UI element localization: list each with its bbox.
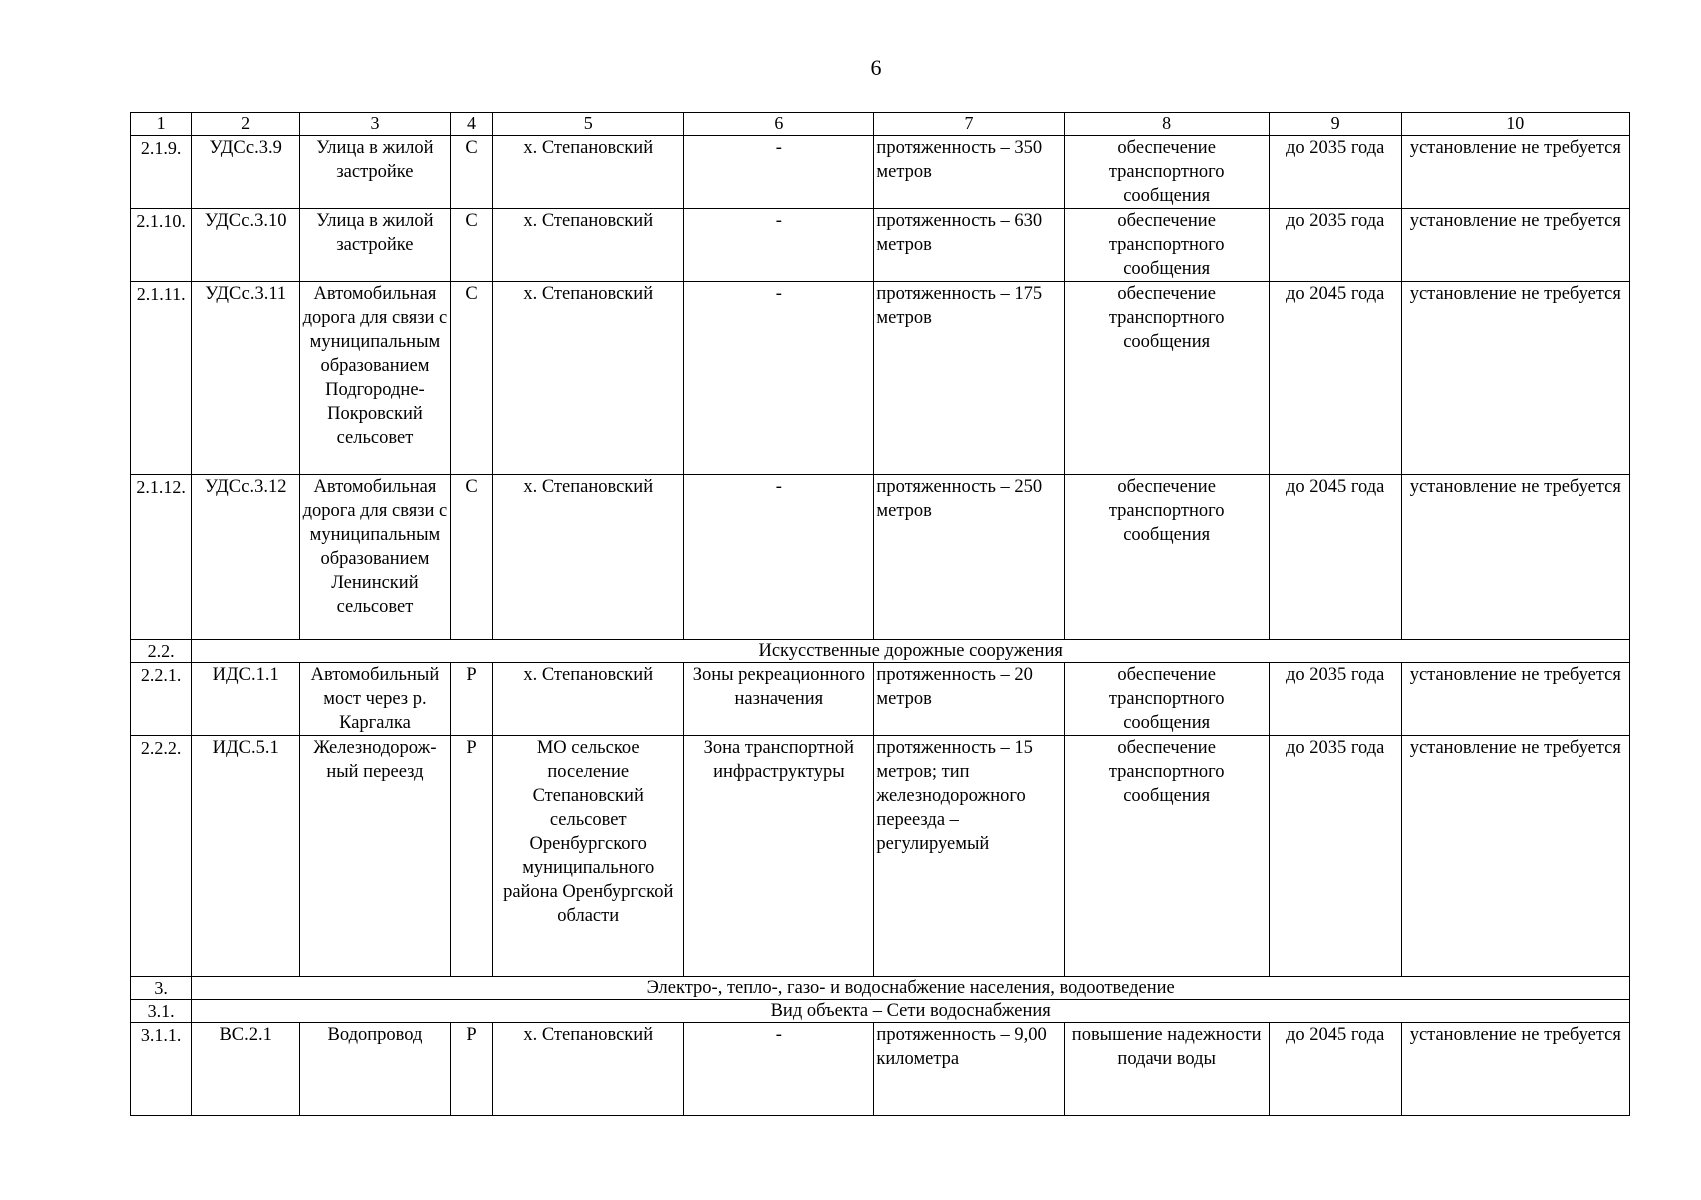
section-row <box>131 640 1630 663</box>
column-header: 1 <box>131 113 192 136</box>
row-number: 2.1.10. <box>131 209 192 282</box>
object-status: С <box>450 136 492 209</box>
table-row <box>131 475 1630 640</box>
row-number: 2.1.12. <box>131 475 192 640</box>
functional-zone: Зоны рекреационного назначения <box>684 663 874 736</box>
protection-zone: установление не требуется <box>1401 1023 1629 1116</box>
object-name: Автомобильный мост через р. Каргалка <box>300 663 451 736</box>
functional-zone: - <box>684 475 874 640</box>
column-header: 8 <box>1064 113 1269 136</box>
object-code: ИДС.5.1 <box>192 736 300 977</box>
row-number: 3.1.1. <box>131 1023 192 1116</box>
protection-zone: установление не требуется <box>1401 136 1629 209</box>
object-location: х. Степановский <box>493 209 684 282</box>
object-characteristics: протяженность – 9,00 километра <box>874 1023 1064 1116</box>
functional-zone: - <box>684 1023 874 1116</box>
protection-zone: установление не требуется <box>1401 209 1629 282</box>
object-code: УДСс.3.9 <box>192 136 300 209</box>
object-code: УДСс.3.10 <box>192 209 300 282</box>
object-status: Р <box>450 1023 492 1116</box>
object-status: С <box>450 282 492 475</box>
object-purpose: обеспечение транспортного сообщения <box>1064 736 1269 977</box>
column-header: 4 <box>450 113 492 136</box>
object-location: х. Степановский <box>493 475 684 640</box>
protection-zone: установление не требуется <box>1401 663 1629 736</box>
implementation-deadline: до 2045 года <box>1269 475 1401 640</box>
object-characteristics: протяженность – 175 метров <box>874 282 1064 475</box>
object-status: С <box>450 209 492 282</box>
table-row <box>131 282 1630 475</box>
object-location: х. Степановский <box>493 282 684 475</box>
object-characteristics: протяженность – 630 метров <box>874 209 1064 282</box>
object-purpose: обеспечение транспортного сообщения <box>1064 663 1269 736</box>
object-name: Автомобильная дорога для связи с муниципальным образованием Ленинский сельсовет <box>300 475 451 640</box>
object-characteristics: протяженность – 20 метров <box>874 663 1064 736</box>
object-characteristics: протяженность – 15 метров; тип железнодорожного переезда – регулируемый <box>874 736 1064 977</box>
object-status: Р <box>450 736 492 977</box>
implementation-deadline: до 2035 года <box>1269 736 1401 977</box>
protection-zone: установление не требуется <box>1401 736 1629 977</box>
section-title: Искусственные дорожные сооружения <box>192 640 1630 663</box>
column-header: 5 <box>493 113 684 136</box>
object-code: ИДС.1.1 <box>192 663 300 736</box>
table-row <box>131 736 1630 977</box>
object-purpose: обеспечение транспортного сообщения <box>1064 136 1269 209</box>
row-number: 2.2.1. <box>131 663 192 736</box>
implementation-deadline: до 2035 года <box>1269 136 1401 209</box>
object-purpose: обеспечение транспортного сообщения <box>1064 209 1269 282</box>
section-row <box>131 1000 1630 1023</box>
implementation-deadline: до 2045 года <box>1269 1023 1401 1116</box>
implementation-deadline: до 2045 года <box>1269 282 1401 475</box>
table-header-row <box>131 113 1630 136</box>
object-characteristics: протяженность – 250 метров <box>874 475 1064 640</box>
table-row <box>131 663 1630 736</box>
row-number: 2.2.2. <box>131 736 192 977</box>
functional-zone: - <box>684 136 874 209</box>
object-purpose: обеспечение транспортного сообщения <box>1064 282 1269 475</box>
object-name: Железнодорож-ный переезд <box>300 736 451 977</box>
object-code: УДСс.3.11 <box>192 282 300 475</box>
column-header: 2 <box>192 113 300 136</box>
protection-zone: установление не требуется <box>1401 475 1629 640</box>
object-purpose: повышение надежности подачи воды <box>1064 1023 1269 1116</box>
object-name: Автомобильная дорога для связи с муниципальным образованием Подгородне-Покровский сельсовет <box>300 282 451 475</box>
object-name: Улица в жилой застройке <box>300 209 451 282</box>
column-header: 7 <box>874 113 1064 136</box>
column-header: 3 <box>300 113 451 136</box>
section-title: Электро-, тепло-, газо- и водоснабжение населения, водоотведение <box>192 977 1630 1000</box>
functional-zone: - <box>684 209 874 282</box>
object-characteristics: протяженность – 350 метров <box>874 136 1064 209</box>
functional-zone: - <box>684 282 874 475</box>
object-status: С <box>450 475 492 640</box>
table-row <box>131 136 1630 209</box>
implementation-deadline: до 2035 года <box>1269 209 1401 282</box>
object-location: х. Степановский <box>493 663 684 736</box>
section-title: Вид объекта – Сети водоснабжения <box>192 1000 1630 1023</box>
functional-zone: Зона транспортной инфраструктуры <box>684 736 874 977</box>
column-header: 6 <box>684 113 874 136</box>
object-location: МО сельское поселение Степановский сельсовет Оренбургского муниципального района Оренбургской области <box>493 736 684 977</box>
object-location: х. Степановский <box>493 136 684 209</box>
object-code: УДСс.3.12 <box>192 475 300 640</box>
column-header: 10 <box>1401 113 1629 136</box>
protection-zone: установление не требуется <box>1401 282 1629 475</box>
column-header: 9 <box>1269 113 1401 136</box>
object-name: Водопровод <box>300 1023 451 1116</box>
section-number: 3. <box>131 977 192 1000</box>
section-number: 3.1. <box>131 1000 192 1023</box>
table-row <box>131 209 1630 282</box>
object-location: х. Степановский <box>493 1023 684 1116</box>
planning-table <box>130 112 1630 1116</box>
object-name: Улица в жилой застройке <box>300 136 451 209</box>
object-status: Р <box>450 663 492 736</box>
object-purpose: обеспечение транспортного сообщения <box>1064 475 1269 640</box>
row-number: 2.1.11. <box>131 282 192 475</box>
section-row <box>131 977 1630 1000</box>
section-number: 2.2. <box>131 640 192 663</box>
object-code: ВС.2.1 <box>192 1023 300 1116</box>
implementation-deadline: до 2035 года <box>1269 663 1401 736</box>
page-number: 6 <box>870 55 882 80</box>
table-row <box>131 1023 1630 1116</box>
row-number: 2.1.9. <box>131 136 192 209</box>
